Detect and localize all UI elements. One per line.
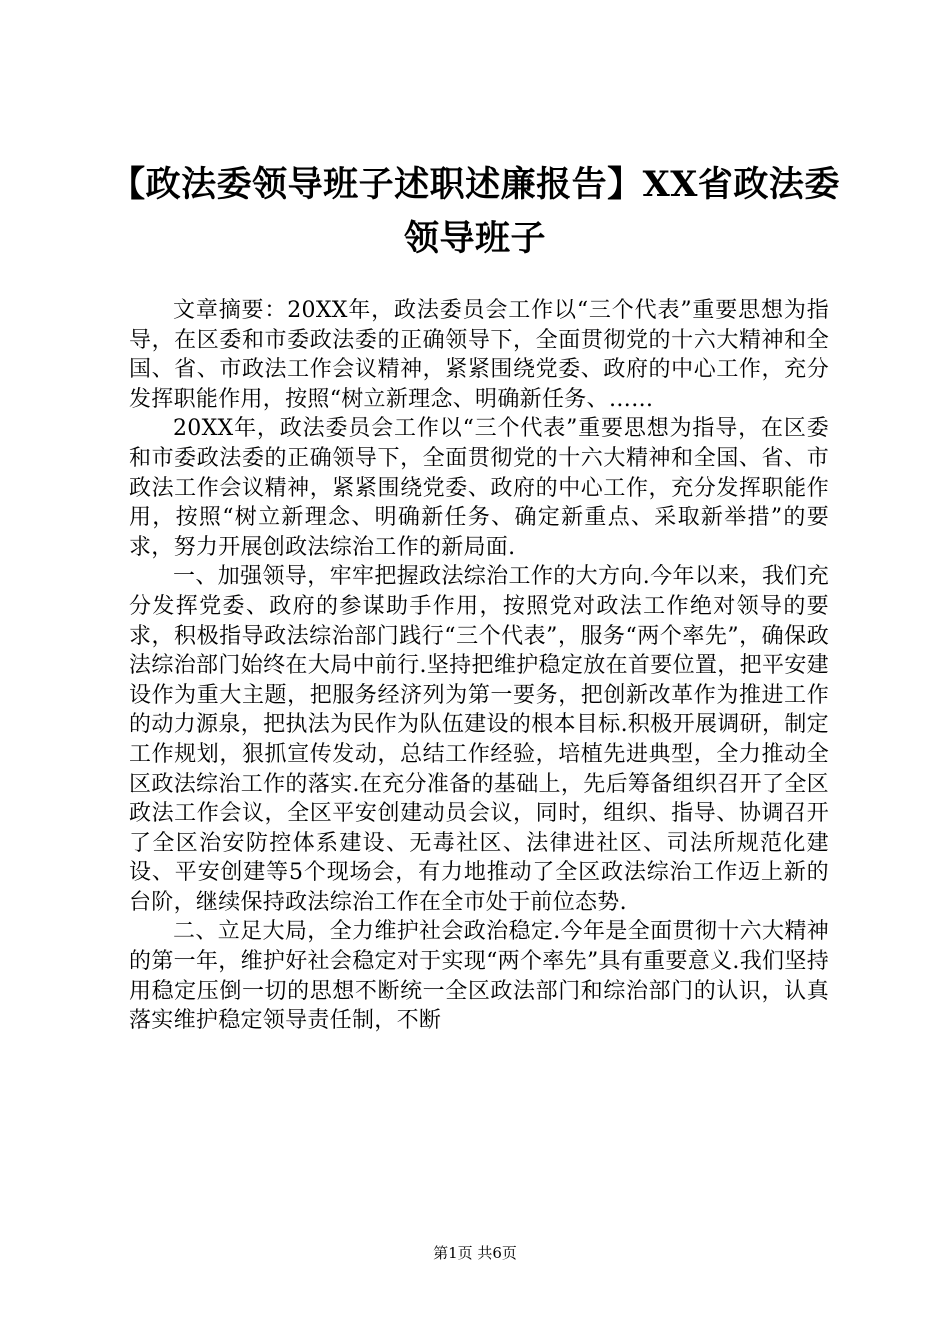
page-title: 【政法委领导班子述职述廉报告】XX省政法委领导班子 — [110, 164, 840, 259]
paragraph-intro: 20XX年，政法委员会工作以“三个代表”重要思想为指导，在区委和市委政法委的正确领导下，全面贯彻党的十六大精神和全国、省、市政法工作会议精神，紧紧围绕党委、政府的中心工作，充分发挥职能作用，按照“树立新理念、明确新任务、确定新重点、采取新举措”的要求，努力开展创政法综治工作的新局面. — [129, 416, 829, 560]
paragraph-section-one: 一、加强领导，牢牢把握政法综治工作的大方向.今年以来，我们充分发挥党委、政府的参谋助手作用，按照党对政法工作绝对领导的要求，积极指导政法综治部门践行“三个代表”，服务“两个率先”，确保政法综治部门始终在大局中前行.坚持把维护稳定放在首要位置，把平安建设作为重大主题，把服务经济列为第一要务，把创新改革作为推进工作的动力源泉，把执法为民作为队伍建设的根本目标.积极开展调研，制定工作规划，狠抓宣传发动，总结工作经验，培植先进典型，全力推动全区政法综治工作的落实.在充分准备的基础上，先后筹备组织召开了全区政法工作会议，全区平安创建动员会议，同时，组织、指导、协调召开了全区治安防控体系建设、无毒社区、法律进社区、司法所规范化建设、平安创建等5个现场会，有力地推动了全区政法综治工作迈上新的台阶，继续保持政法综治工作在全市处于前位态势. — [129, 564, 829, 915]
paragraph-abstract: 文章摘要：20XX年，政法委员会工作以“三个代表”重要思想为指导，在区委和市委政法委的正确领导下，全面贯彻党的十六大精神和全国、省、市政法工作会议精神，紧紧围绕党委、政府的中心工作，充分发挥职能作用，按照“树立新理念、明确新任务、…… — [129, 298, 829, 412]
paragraph-section-two: 二、立足大局，全力维护社会政治稳定.今年是全面贯彻十六大精神的第一年，维护好社会稳定对于实现“两个率先”具有重要意义.我们坚持用稳定压倒一切的思想不断统一全区政法部门和综治部门的认识，认真落实维护稳定领导责任制，不断 — [129, 919, 829, 1034]
document-body — [129, 296, 829, 1036]
page-number-footer: 第1页 共6页 — [433, 1244, 517, 1262]
